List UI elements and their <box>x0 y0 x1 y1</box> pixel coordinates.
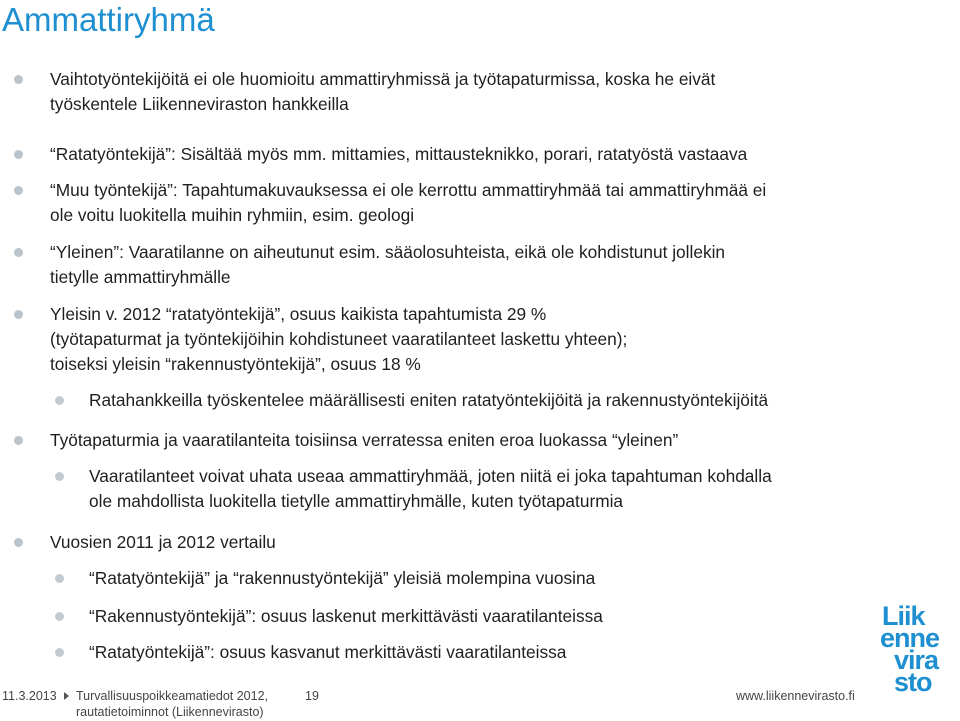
sub-bullet-text: Vaaratilanteet voivat uhata useaa ammattiryhmää, joten niitä ei joka tapahtuman kohdalla <box>89 466 772 486</box>
sub-bullet-dot-icon <box>55 648 64 657</box>
bullet-dot-icon <box>14 150 23 159</box>
logo-line-4: sto <box>894 667 932 697</box>
sub-bullet-dot-icon <box>55 472 64 481</box>
bullet-dot-icon <box>14 310 23 319</box>
sub-bullet-text: Ratahankkeilla työskentelee määrällisesti eniten ratatyöntekijöitä ja rakennustyöntekijöitä <box>89 390 769 410</box>
bullet-text: “Yleinen”: Vaaratilanne on aiheutunut esim. sääolosuhteista, eikä ole kohdistunut jollekin <box>50 242 726 262</box>
sub-bullet-text: “Rakennustyöntekijä”: osuus laskenut merkittävästi vaaratilanteissa <box>89 606 603 626</box>
liikennevirasto-logo <box>880 601 958 700</box>
sub-bullet-dot-icon <box>55 574 64 583</box>
bullet-text: ole voitu luokitella muihin ryhmiin, esim. geologi <box>50 205 415 225</box>
logo-line-2: enne <box>880 623 940 653</box>
bullet-text: Työtapaturmia ja vaaratilanteita toisiinsa verratessa eniten eroa luokassa “yleinen” <box>50 430 679 450</box>
sub-bullet-text: “Ratatyöntekijä” ja “rakennustyöntekijä” yleisiä molempina vuosina <box>89 568 596 588</box>
bullet-text: tietylle ammattiryhmälle <box>50 267 231 287</box>
sub-bullet-text: ole mahdollista luokitella tietylle ammattiryhmälle, kuten työtapaturmia <box>89 491 624 511</box>
logo-line-1: Liik <box>882 601 925 631</box>
sub-bullet-dot-icon <box>55 396 64 405</box>
bullet-text: Vuosien 2011 ja 2012 vertailu <box>50 532 276 552</box>
slide-title: Ammattiryhmä <box>2 1 215 38</box>
footer-source-line1: Turvallisuuspoikkeamatiedot 2012, <box>76 689 269 703</box>
bullet-dot-icon <box>14 75 23 84</box>
bullet-text: “Muu työntekijä”: Tapahtumakuvauksessa ei ole kerrottu ammattiryhmää tai ammattiryhmää ei <box>50 180 767 200</box>
bullet-text: “Ratatyöntekijä”: Sisältää myös mm. mittamies, mittausteknikko, porari, ratatyöstä vastaava <box>50 144 748 164</box>
footer-separator-icon <box>64 692 69 700</box>
bullet-text: (työtapaturmat ja työntekijöihin kohdistuneet vaaratilanteet laskettu yhteen); <box>50 329 628 349</box>
footer-source-line2: rautatietoiminnot (Liikennevirasto) <box>76 705 264 719</box>
bullet-dot-icon <box>14 248 23 257</box>
sub-bullet-text: “Ratatyöntekijä”: osuus kasvanut merkittävästi vaaratilanteissa <box>89 642 567 662</box>
logo-line-3: vira <box>894 645 939 675</box>
bullet-dot-icon <box>14 436 23 445</box>
footer-url: www.liikennevirasto.fi <box>736 689 855 703</box>
bullet-dot-icon <box>14 186 23 195</box>
bullet-text: Vaihtotyöntekijöitä ei ole huomioitu ammattiryhmissä ja työtapaturmissa, koska he eivät <box>50 69 716 89</box>
bullet-dot-icon <box>14 538 23 547</box>
bullet-text: toiseksi yleisin “rakennustyöntekijä”, osuus 18 % <box>50 354 421 374</box>
sub-bullet-dot-icon <box>55 612 64 621</box>
bullet-text: Yleisin v. 2012 “ratatyöntekijä”, osuus kaikista tapahtumista 29 % <box>50 304 547 324</box>
footer-date: 11.3.2013 <box>2 689 57 703</box>
bullet-text: työskentele Liikenneviraston hankkeilla <box>50 94 349 114</box>
footer-page-number: 19 <box>305 689 319 703</box>
